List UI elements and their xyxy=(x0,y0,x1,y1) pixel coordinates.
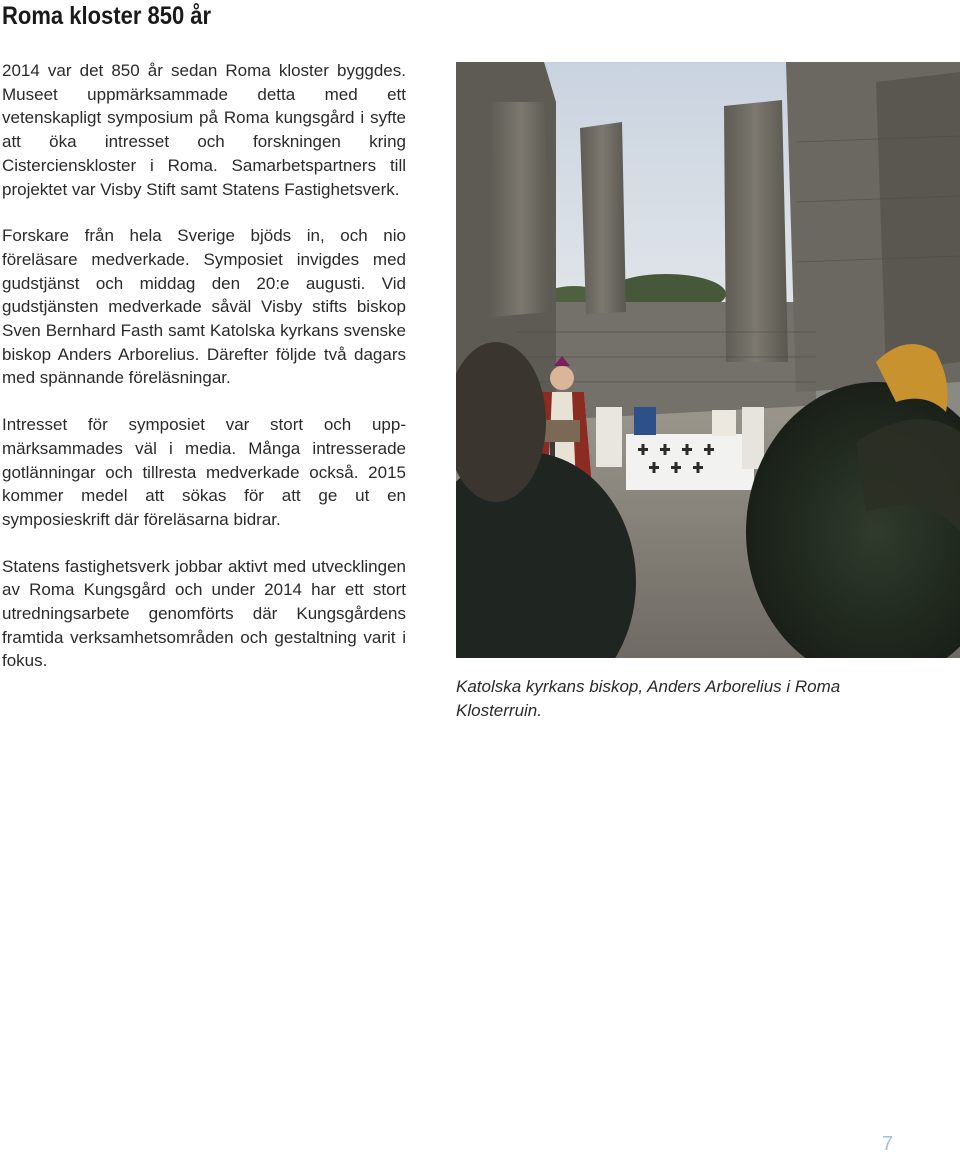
ruin-photo-illustration xyxy=(456,62,960,658)
page-number: 7 xyxy=(882,1133,894,1155)
page-title: Roma kloster 850 år xyxy=(2,2,212,30)
photo-caption: Katolska kyrkans biskop, Anders Arborelius i Roma Klosterruin. xyxy=(456,677,841,720)
article-paragraph: Intresset för symposiet var stort och uppmärksammades väl i media. Många intresserade gotlänningar och tillresta medverkade också. 2015 kommer medel att sökas för att ge ut en symposieskrift där föreläsarna bidrar. xyxy=(2,415,406,529)
article-body xyxy=(2,59,406,696)
article-paragraph: Forskare från hela Sverige bjöds in, och nio föreläsare medverkade. Symposiet invigdes med gudstjänst och middag den 20:e augusti. Vid gudstjänsten medverkade såväl Visby stifts biskop Sven Bernhard Fasth samt Katolska kyrkans svenske biskop Anders Arborelius. Därefter följde två dagars med spännande föreläsningar. xyxy=(2,226,406,388)
ruin-photo xyxy=(456,62,960,658)
article-paragraph: Statens fastighetsverk jobbar aktivt med utvecklingen av Roma Kungsgård och under 2014 har ett stort utredningsarbete genomförts där Kungsgårdens framtida verksamhetsområden och gestaltning varit i fokus. xyxy=(2,556,406,671)
article-paragraph: 2014 var det 850 år sedan Roma kloster byggdes. Museet uppmärksammade detta med ett vetenskapligt symposium på Roma kungsgård i syfte att öka intresset och forskningen kring Cistercienskloster i Roma. Samarbetspartners till projektet var Visby Stift samt Statens Fastighetsverk. xyxy=(2,61,406,199)
